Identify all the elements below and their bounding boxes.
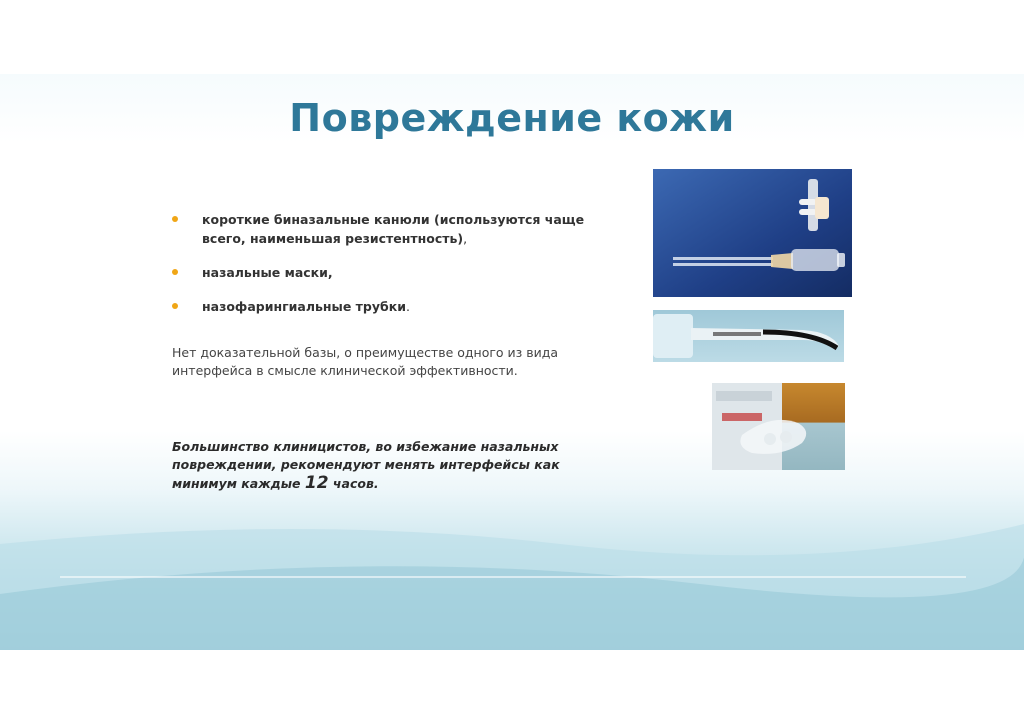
bullet-icon	[172, 303, 178, 309]
list-item	[172, 297, 632, 316]
recommendation-before: Большинство клиницистов, во избежание назальных повреждении, рекомендуют менять интерфейсы как минимум каждые	[172, 439, 560, 491]
bullet-text: назофарингиальные трубки	[202, 299, 406, 314]
bullet-tail: .	[405, 299, 410, 314]
bullet-text: короткие биназальные канюли (используются чаще всего, наименьшая резистентность)	[202, 212, 585, 246]
bullet-list	[172, 210, 632, 316]
bullet-tail: ,	[463, 231, 468, 246]
list-item	[172, 263, 632, 282]
nasal-cannula-photo	[653, 169, 852, 297]
nasopharyngeal-tube-photo	[653, 310, 844, 362]
bullet-icon	[172, 216, 178, 222]
recommendation-number: 12	[304, 473, 329, 493]
note-text: Нет доказательной базы, о преимуществе одного из вида интерфейса в смысле клинической эффективности.	[172, 345, 559, 378]
bullet-text: назальные маски,	[202, 265, 333, 280]
list-item	[172, 210, 632, 248]
slide	[0, 74, 1024, 650]
recommendation-text	[172, 438, 592, 493]
page-title: Повреждение кожи	[289, 96, 735, 140]
recommendation-after: часов.	[328, 476, 379, 491]
nasal-mask-photo	[712, 383, 845, 470]
bullet-icon	[172, 269, 178, 275]
